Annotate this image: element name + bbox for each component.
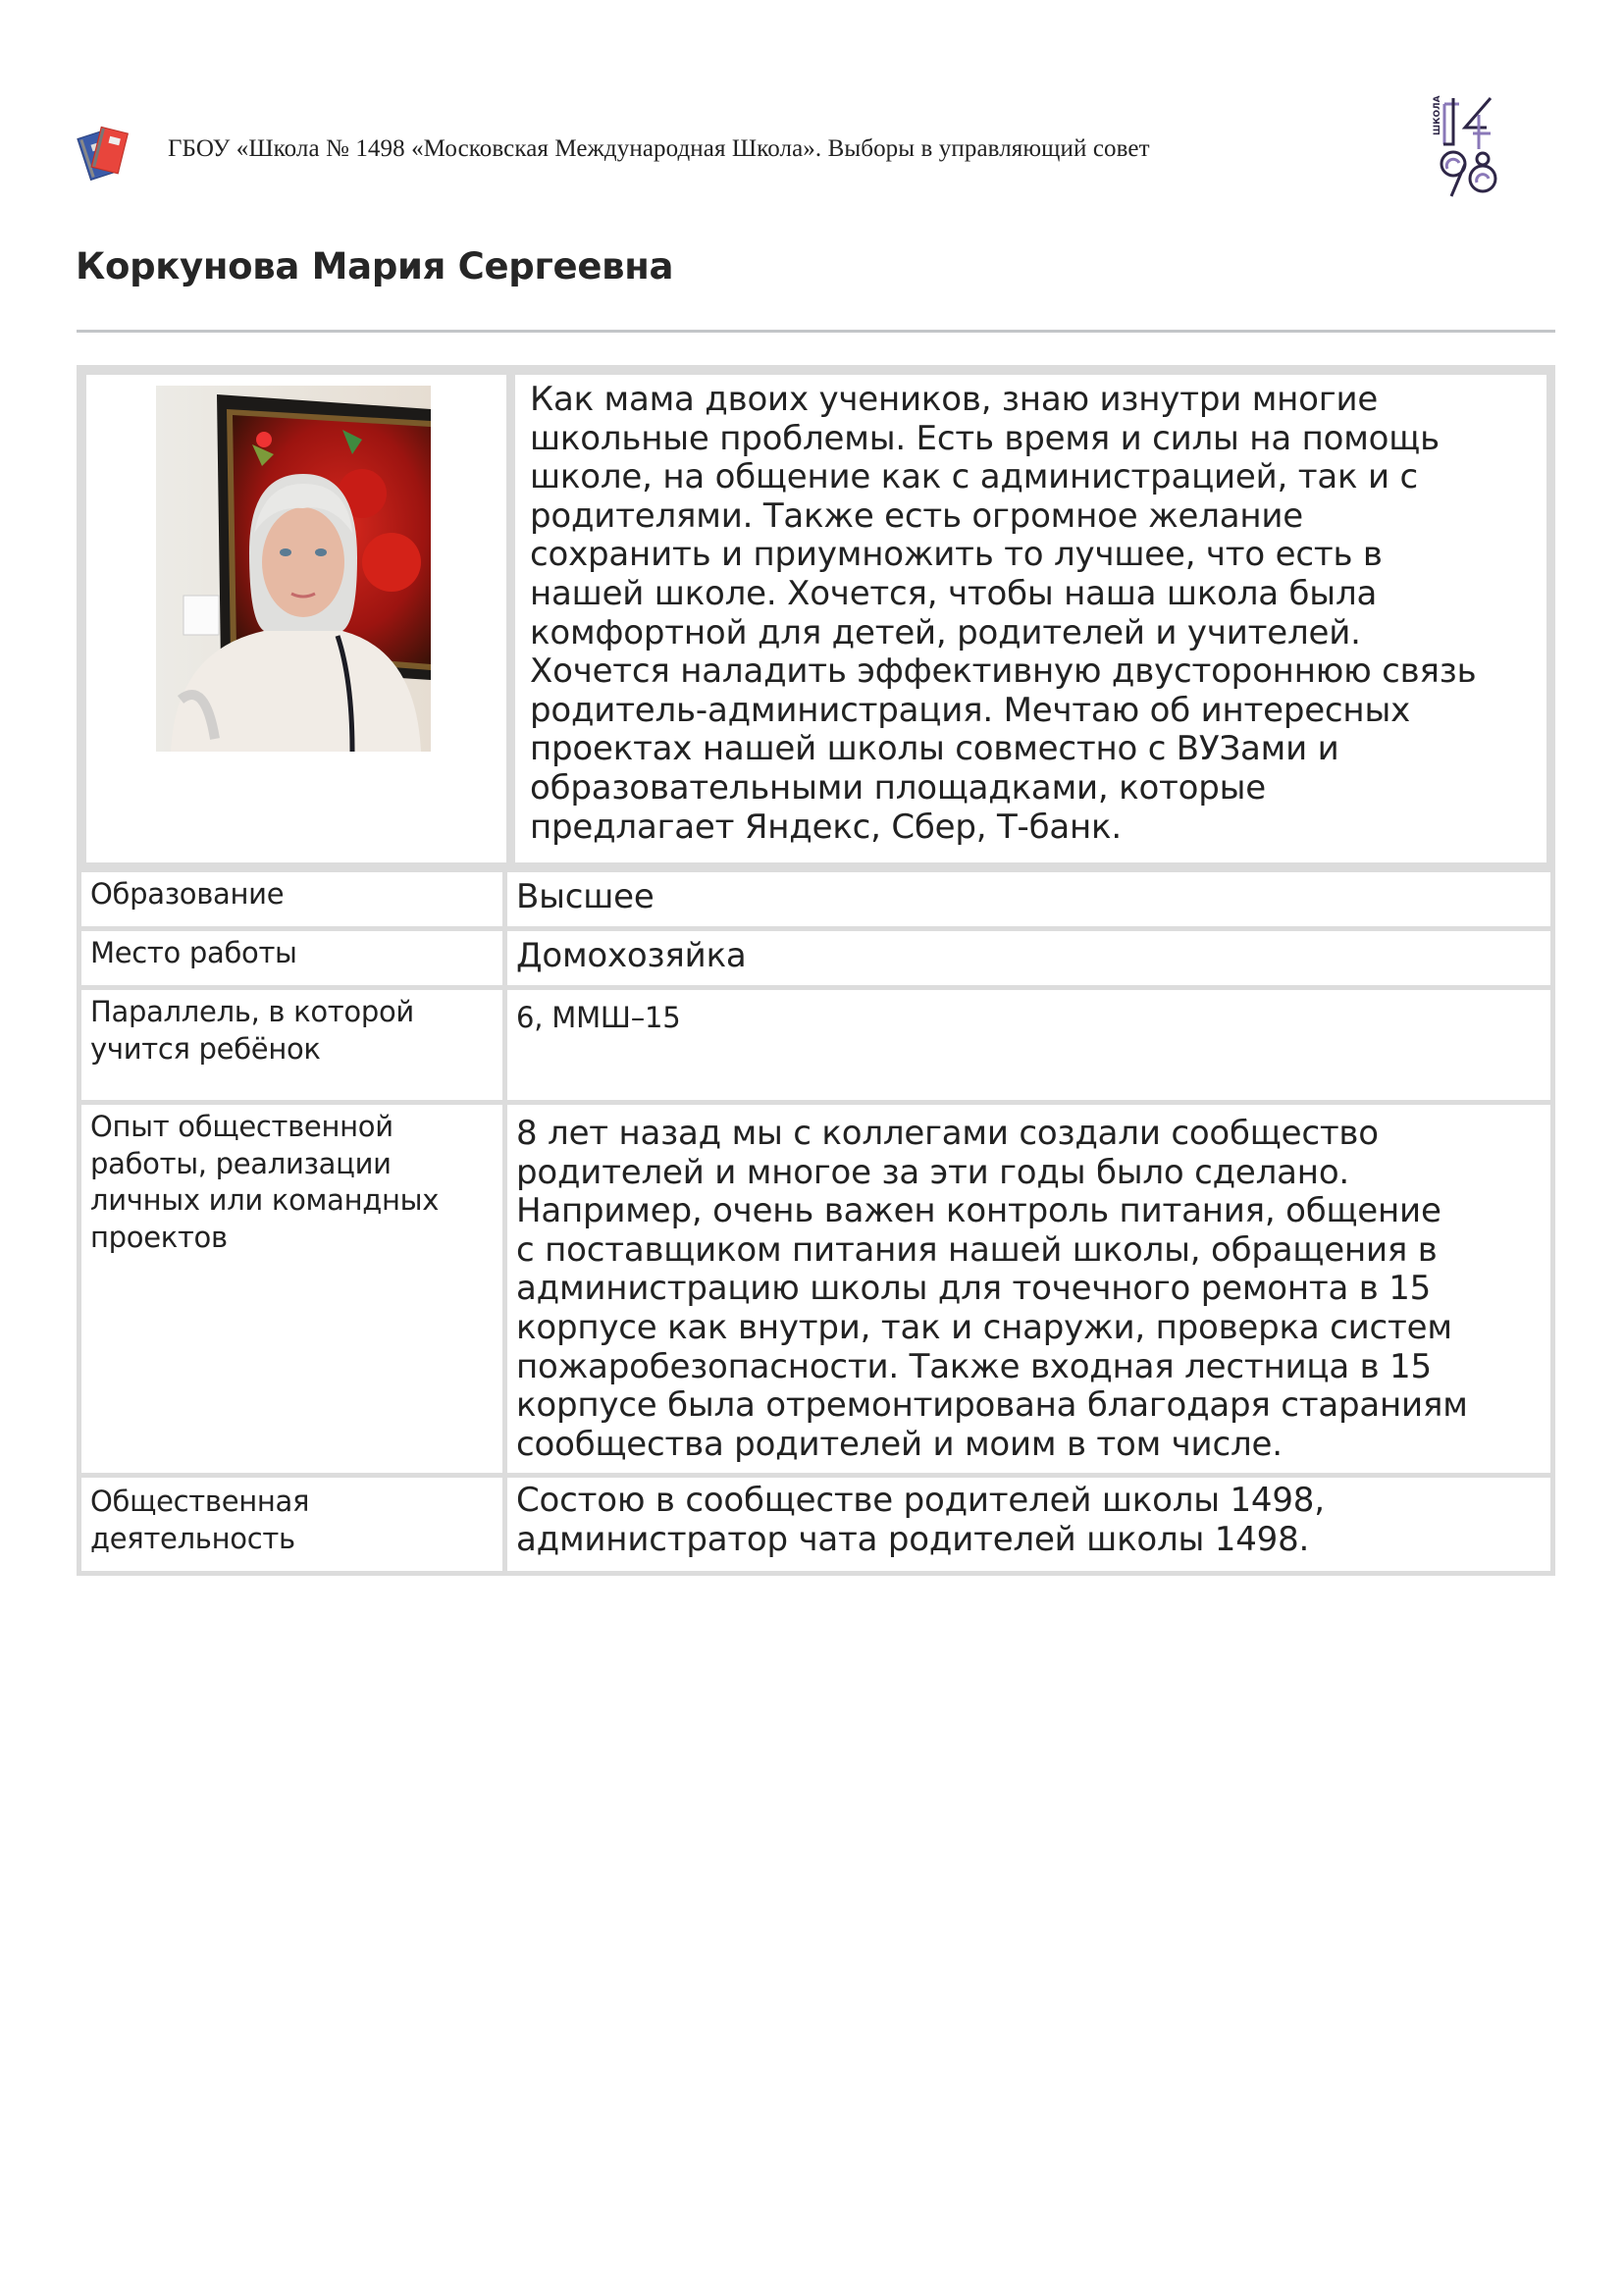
label-line: проектов — [90, 1220, 228, 1254]
value-line: 6, ММШ–15 — [516, 1001, 681, 1034]
value-line: пожаробезопасности. Также входная лестница в 15 — [516, 1346, 1432, 1386]
value-line: родителей и многое за эти годы было сделано. — [516, 1152, 1350, 1192]
value-line: Высшее — [516, 877, 655, 916]
education-label — [81, 872, 507, 926]
label-line: учится ребёнок — [90, 1031, 321, 1066]
education-row — [77, 872, 1555, 931]
bio-line: школе, на общение как с администрацией, так и с — [530, 457, 1418, 497]
bio-line: школьные проблемы. Есть время и силы на помощь — [530, 418, 1440, 458]
child-grade-row — [77, 990, 1555, 1105]
bio-line: родитель-администрация. Мечтаю об интересных — [530, 690, 1411, 730]
value-line: администрацию школы для точечного ремонта в 15 — [516, 1269, 1432, 1309]
page-header — [74, 95, 1555, 204]
label-line: Параллель, в которой — [90, 995, 414, 1028]
bio-line: родителями. Также есть огромное желание — [530, 496, 1304, 536]
workplace-label — [81, 931, 507, 985]
social-activity-row — [77, 1478, 1555, 1576]
bio-line: Хочется наладить эффективную двустороннюю связь — [530, 652, 1477, 692]
label-line: Опыт общественной — [90, 1110, 393, 1143]
bio-cell — [515, 375, 1546, 862]
candidate-photo — [156, 386, 431, 752]
label-line: Образование — [90, 877, 285, 911]
candidate-table — [77, 365, 1555, 1576]
school-1498-logo-icon — [1430, 90, 1508, 198]
value-line: Домохозяйка — [516, 936, 747, 975]
value-line: администратор чата родителей школы 1498. — [516, 1519, 1310, 1559]
workplace-row — [77, 931, 1555, 990]
label-line: работы, реализации — [90, 1146, 392, 1180]
bio-line: Как мама двоих учеников, знаю изнутри многие — [530, 380, 1379, 419]
bio-line: предлагает Яндекс, Сбер, Т-банк. — [530, 807, 1122, 847]
social-activity-value — [507, 1478, 1550, 1571]
social-activity-label — [81, 1478, 507, 1571]
value-line: с поставщиком питания нашей школы, обращения в — [516, 1229, 1438, 1270]
experience-label — [81, 1105, 507, 1473]
workplace-value — [507, 931, 1550, 985]
bio-line: сохранить и приумножить то лучшее, что есть в — [530, 535, 1383, 575]
experience-row — [77, 1105, 1555, 1478]
notebooks-logo-icon — [74, 122, 134, 186]
experience-value — [507, 1105, 1550, 1473]
title-divider — [77, 330, 1555, 333]
bio-line: образовательными площадками, которые — [530, 767, 1267, 808]
label-line: деятельность — [90, 1521, 295, 1555]
photo-cell — [86, 375, 506, 862]
bio-line: комфортной для детей, родителей и учителей. — [530, 612, 1361, 652]
value-line: корпусе была отремонтирована благодаря стараниям — [516, 1385, 1468, 1426]
value-line: сообщества родителей и моим в том числе. — [516, 1424, 1283, 1464]
label-line: личных или командных — [90, 1183, 440, 1217]
value-line: Состою в сообществе родителей школы 1498, — [516, 1481, 1325, 1520]
value-line: корпусе как внутри, так и снаружи, проверка систем — [516, 1307, 1452, 1347]
candidate-name: Коркунова Мария Сергеевна — [76, 245, 674, 287]
label-line: Место работы — [90, 936, 297, 969]
child-grade-value — [507, 990, 1550, 1100]
child-grade-label — [81, 990, 507, 1100]
profile-row — [77, 365, 1555, 872]
education-value — [507, 872, 1550, 926]
header-title: ГБОУ «Школа № 1498 «Московская Международная Школа». Выборы в управляющий совет — [168, 135, 1150, 162]
bio-line: проектах нашей школы совместно с ВУЗами и — [530, 729, 1339, 769]
value-line: 8 лет назад мы с коллегами создали сообщество — [516, 1114, 1379, 1153]
bio-line: нашей школе. Хочется, чтобы наша школа была — [530, 573, 1378, 613]
label-line: Общественная — [90, 1485, 310, 1518]
value-line: Например, очень важен контроль питания, общение — [516, 1191, 1441, 1231]
brand-logo-vertical-text: ШКОЛА — [1433, 95, 1442, 135]
